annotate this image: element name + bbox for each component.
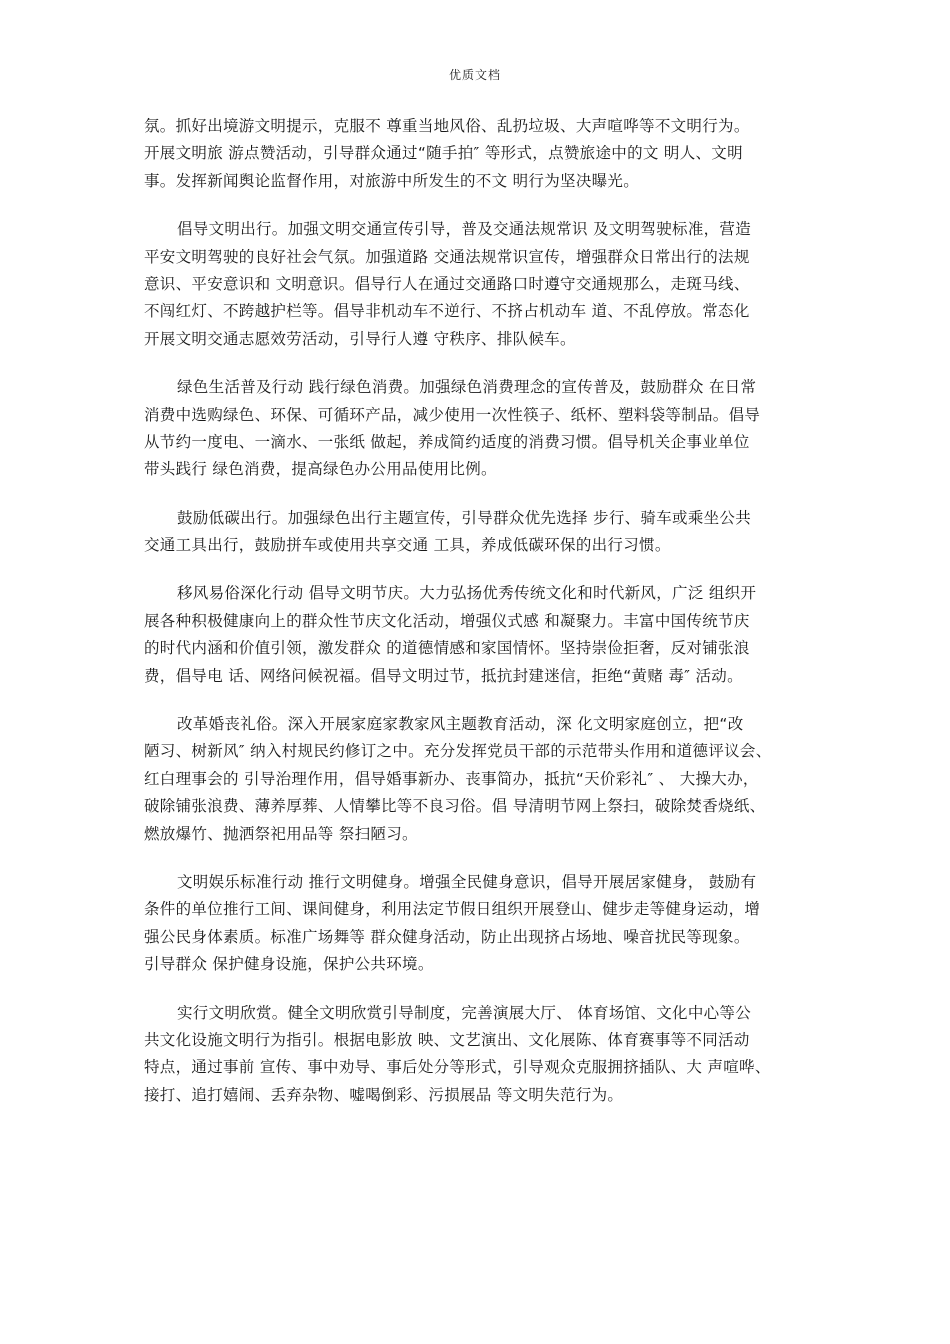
paragraph-fitness (144, 869, 824, 979)
text-line: 费，倡导电 话、网络问候祝福。倡导文明过节，抵抗封建迷信，拒绝“黄赌 毒″ 活动。 (144, 666, 743, 685)
paragraph-civilized-travel (144, 216, 824, 353)
text-line: 实行文明欣赏。健全文明欣赏引导制度，完善演展大厅、 体育场馆、文化中心等公 (177, 1003, 752, 1022)
text-line: 强公民身体素质。标准广场舞等 群众健身活动，防止出现挤占场地、噪音扰民等现象。 (144, 927, 750, 946)
document-body (144, 113, 824, 1130)
text-line: 燃放爆竹、抛洒祭祀用品等 祭扫陋习。 (144, 824, 418, 843)
text-line: 改革婚丧礼俗。深入开展家庭家教家风主题教育活动，深 化文明家庭创立，把“改 (177, 715, 744, 734)
paragraph-civilized-viewing (144, 1000, 824, 1110)
text-line: 绿色生活普及行动 践行绿色消费。加强绿色消费理念的宣传普及，鼓励群众 在日常 (177, 378, 757, 397)
paragraph-wedding-funeral-customs (144, 711, 824, 848)
text-line: 陋习、树新风″ 纳入村规民约修订之中。充分发挥党员干部的示范带头作用和道德评议会、 (144, 742, 772, 761)
text-line: 意识、平安意识和 文明意识。倡导行人在通过交通路口时遵守交通规那么，走斑马线、 (144, 274, 750, 293)
paragraph-low-carbon-travel (144, 505, 824, 560)
paragraph-festivals (144, 580, 824, 690)
text-line: 文明娱乐标准行动 推行文明健身。增强全民健身意识，倡导开展居家健身， 鼓励有 (177, 872, 757, 891)
text-line: 鼓励低碳出行。加强绿色出行主题宣传，引导群众优先选择 步行、骑车或乘坐公共 (177, 508, 752, 527)
text-line: 开展文明交通志愿效劳活动，引导行人遵 守秩序、排队候车。 (144, 329, 576, 348)
text-line: 交通工具出行，鼓励拼车或使用共享交通 工具，养成低碳环保的出行习惯。 (144, 536, 671, 555)
text-line: 共文化设施文明行为指引。根据电影放 映、文艺演出、文化展陈、体育赛事等不同活动 (144, 1030, 750, 1049)
text-line: 从节约一度电、一滴水、一张纸 做起，养成简约适度的消费习惯。倡导机关企事业单位 (144, 432, 750, 451)
page-header: 优质文档 (448, 68, 501, 82)
text-line: 平安文明驾驶的良好社会气氛。加强道路 交通法规常识宣传，增强群众日常出行的法规 (144, 247, 750, 266)
text-line: 不闯红灯、不跨越护栏等。倡导非机动车不逆行、不挤占机动车 道、不乱停放。常态化 (144, 302, 750, 321)
text-line: 条件的单位推行工间、课间健身，利用法定节假日组织开展登山、健步走等健身运动，增 (144, 900, 761, 919)
text-line: 引导群众 保护健身设施，保护公共环境。 (144, 955, 434, 974)
text-line: 事。发挥新闻舆论监督作用，对旅游中所发生的不文 明行为坚决曝光。 (144, 171, 640, 190)
text-line: 消费中选购绿色、环保、可循环产品，减少使用一次性筷子、纸杯、塑料袋等制品。倡导 (144, 405, 761, 424)
paragraph-green-consumption (144, 374, 824, 484)
text-line: 氛。抓好出境游文明提示，克服不 尊重当地风俗、乱扔垃圾、大声喧哗等不文明行为。 (144, 117, 750, 135)
text-line: 倡导文明出行。加强文明交通宣传引导，普及交通法规常识 及文明驾驶标准，营造 (177, 220, 752, 239)
text-line: 破除铺张浪费、薄养厚葬、人情攀比等不良习俗。倡 导清明节网上祭扫，破除焚香烧纸、 (144, 797, 766, 816)
text-line: 接打、追打嬉闹、丢弃杂物、嘘喝倒彩、污损展品 等文明失范行为。 (144, 1085, 624, 1104)
text-line: 的时代内涵和价值引领，激发群众 的道德情感和家国情怀。坚持崇俭拒奢，反对铺张浪 (144, 639, 750, 658)
text-line: 红白理事会的 引导治理作用，倡导婚事新办、丧事简办，抵抗“天价彩礼″ 、 大操大办， (144, 769, 759, 788)
text-line: 开展文明旅 游点赞活动，引导群众通过“随手拍″ 等形式，点赞旅途中的文 明人、文明 (144, 144, 743, 163)
text-line: 特点，通过事前 宣传、事中劝导、事后处分等形式，引导观众克服拥挤插队、大 声喧哗、 (144, 1058, 771, 1077)
text-line: 移风易俗深化行动 倡导文明节庆。大力弘扬优秀传统文化和时代新风，广泛 组织开 (177, 584, 757, 603)
text-line: 展各种积极健康向上的群众性节庆文化活动，增强仪式感 和凝聚力。丰富中国传统节庆 (144, 611, 750, 630)
text-line: 带头践行 绿色消费，提高绿色办公用品使用比例。 (144, 460, 497, 479)
paragraph-tourism-continuation (144, 113, 824, 195)
